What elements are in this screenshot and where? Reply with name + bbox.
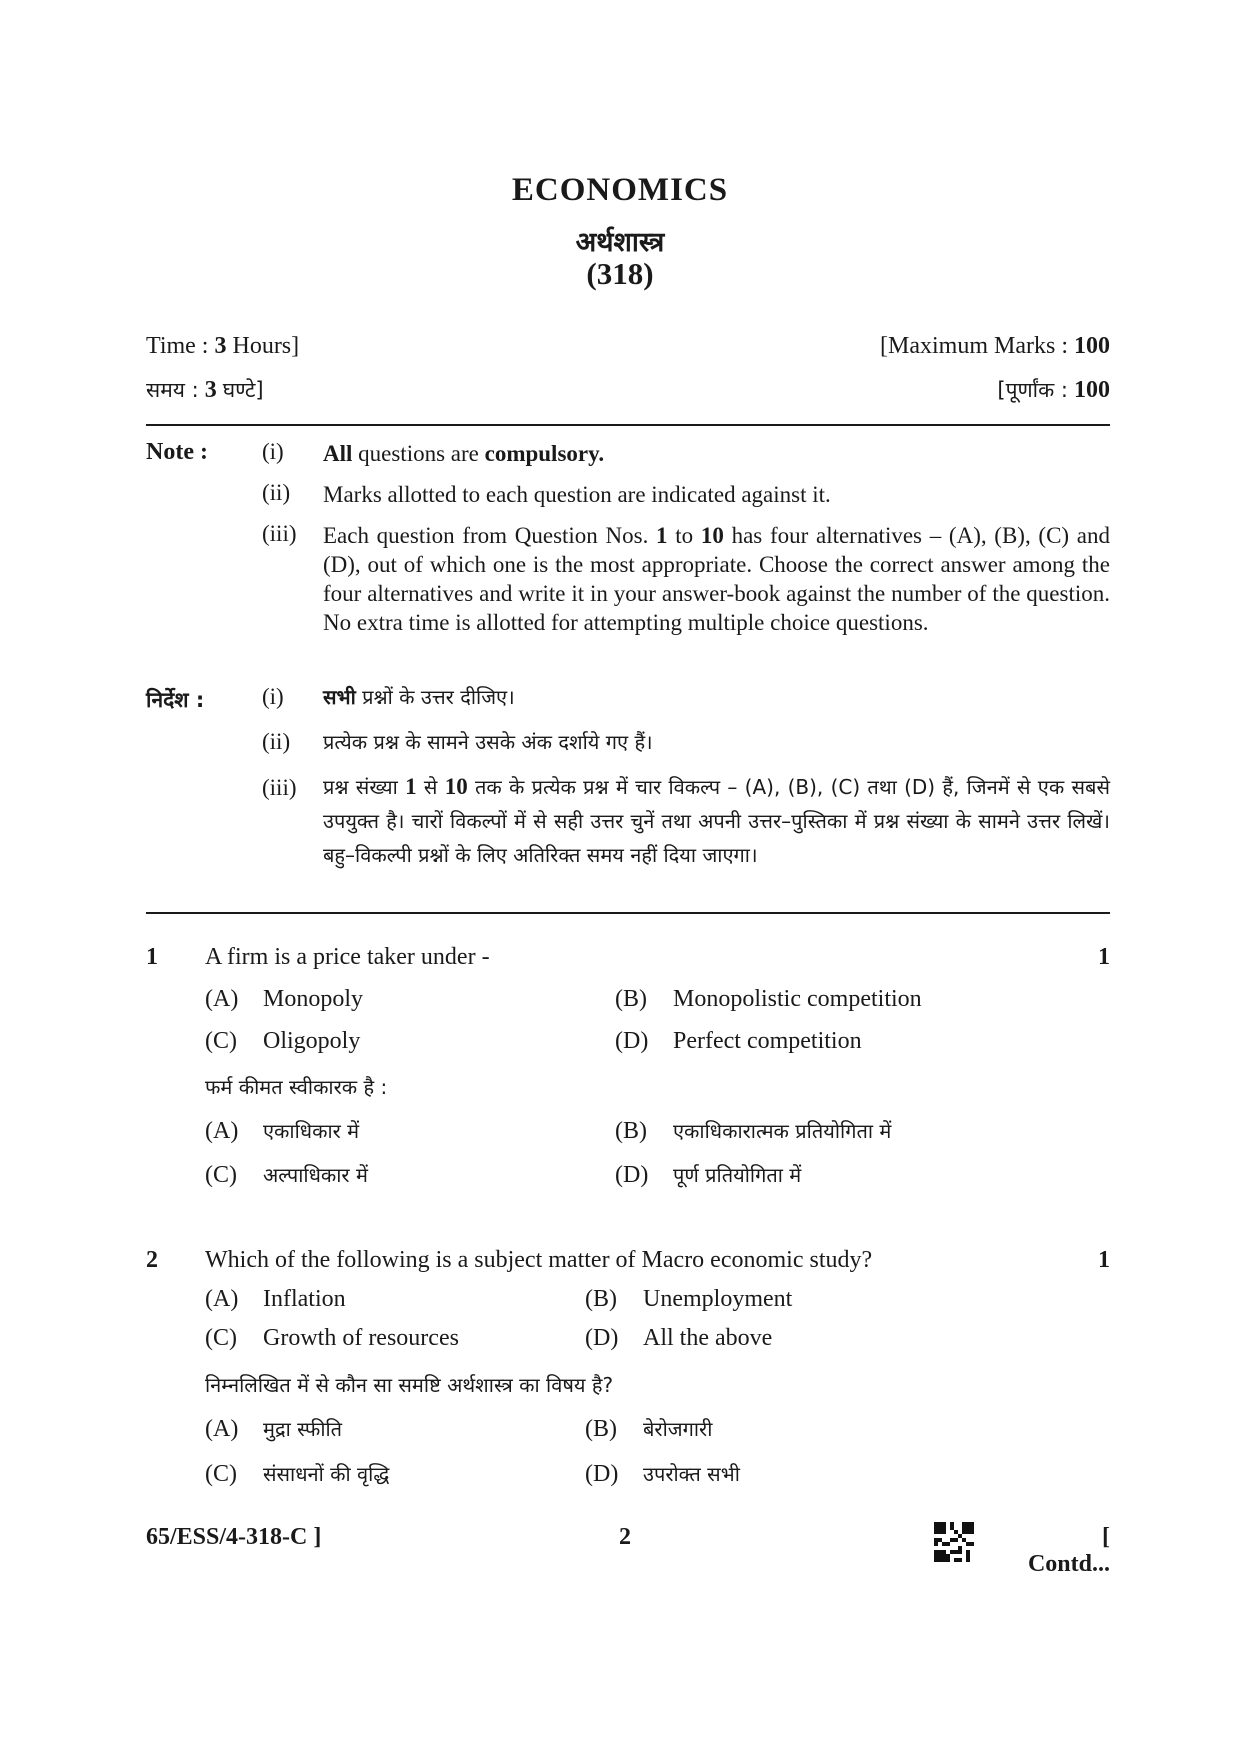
qr-code-icon (934, 1522, 974, 1562)
option-b: (B) Unemployment (585, 1286, 793, 1312)
option-b-hindi: (B) बेरोजगारी (585, 1416, 713, 1442)
divider-top (146, 424, 1110, 426)
option-b: (B) Monopolistic competition (615, 986, 922, 1012)
note-item-num: (i) (262, 439, 284, 464)
option-a-hindi: (A) मुद्रा स्फीति (205, 1416, 343, 1442)
question-marks: 1 (1098, 1247, 1110, 1273)
option-d-hindi: (D) उपरोक्त सभी (585, 1461, 740, 1487)
max-marks-line-hindi: [पूर्णांक : 100 (997, 377, 1110, 403)
page-number: 2 (619, 1524, 631, 1550)
option-b-hindi: (B) एकाधिकारात्मक प्रतियोगिता में (615, 1118, 892, 1144)
continued-label: [ Contd... (1027, 1524, 1110, 1577)
option-c: (C) Growth of resources (205, 1325, 459, 1351)
exam-title: ECONOMICS (511, 172, 729, 208)
question-number: 2 (146, 1247, 158, 1273)
option-a: (A) Monopoly (205, 986, 364, 1012)
max-marks-line: [Maximum Marks : 100 (880, 333, 1110, 359)
exam-title-hindi: अर्थशास्त्र (575, 227, 665, 258)
note-label: Note : (146, 439, 208, 465)
question-text-hindi: फर्म कीमत स्वीकारक है : (205, 1075, 388, 1099)
option-c-hindi: (C) संसाधनों की वृद्धि (205, 1461, 390, 1487)
note-item-2: Marks allotted to each question are indicated against it. (323, 482, 831, 507)
note-item-3: Each question from Question Nos. 1 to 10 has four alternatives – (A), (B), (C) and (D), out of which one is the most appropriate. Choose the correct answer among the four alternatives and write it in your answer-book against the number of the question. No extra time is allotted for attempting multiple choice questions. (323, 523, 1111, 635)
note-item-num: (i) (262, 684, 284, 709)
question-text: A firm is a price taker under - (205, 944, 490, 970)
option-c-hindi: (C) अल्पाधिकार में (205, 1162, 368, 1188)
note-item-1: All questions are compulsory. (323, 441, 605, 466)
subject-code: (318) (586, 256, 654, 291)
question-marks: 1 (1098, 944, 1110, 970)
question-number: 1 (146, 944, 158, 970)
time-line-hindi: समय : 3 घण्टे] (146, 377, 264, 403)
note-hindi-item-2: प्रत्येक प्रश्न के सामने उसके अंक दर्शाये गए हैं। (323, 730, 653, 754)
note-item-num: (iii) (262, 521, 297, 546)
question-text: Which of the following is a subject matter of Macro economic study? (205, 1247, 873, 1273)
time-line: Time : 3 Hours] (146, 333, 300, 359)
option-d: (D) All the above (585, 1325, 773, 1351)
note-hindi-item-3: प्रश्न संख्या 1 से 10 तक के प्रत्येक प्रश्न में चार विकल्प – (A), (B), (C) तथा (D) हैं, जिनमें से एक सबसे उपयुक्त है। चारों विकल्पों में से सही उत्तर चुनें तथा अपनी उत्तर–पुस्तिका में प्रश्न संख्या के सामने उत्तर लिखें। बहु–विकल्पी प्रश्नों के लिए अतिरिक्त समय नहीं दिया जाएगा। (323, 774, 1110, 867)
question-text-hindi: निम्नलिखित में से कौन सा समष्टि अर्थशास्त्र का विषय है? (205, 1373, 614, 1397)
option-a: (A) Inflation (205, 1286, 346, 1312)
note-label-hindi: निर्देश : (146, 688, 205, 712)
option-c: (C) Oligopoly (205, 1028, 361, 1054)
option-d-hindi: (D) पूर्ण प्रतियोगिता में (615, 1162, 802, 1188)
option-a-hindi: (A) एकाधिकार में (205, 1118, 360, 1144)
note-hindi-item-1: सभी प्रश्नों के उत्तर दीजिए। (323, 685, 515, 709)
option-d: (D) Perfect competition (615, 1028, 862, 1054)
note-item-num: (iii) (262, 775, 297, 800)
note-item-num: (ii) (262, 480, 291, 505)
note-item-num: (ii) (262, 729, 291, 754)
paper-code: 65/ESS/4-318-C ] (146, 1524, 322, 1550)
divider-middle (146, 912, 1110, 914)
